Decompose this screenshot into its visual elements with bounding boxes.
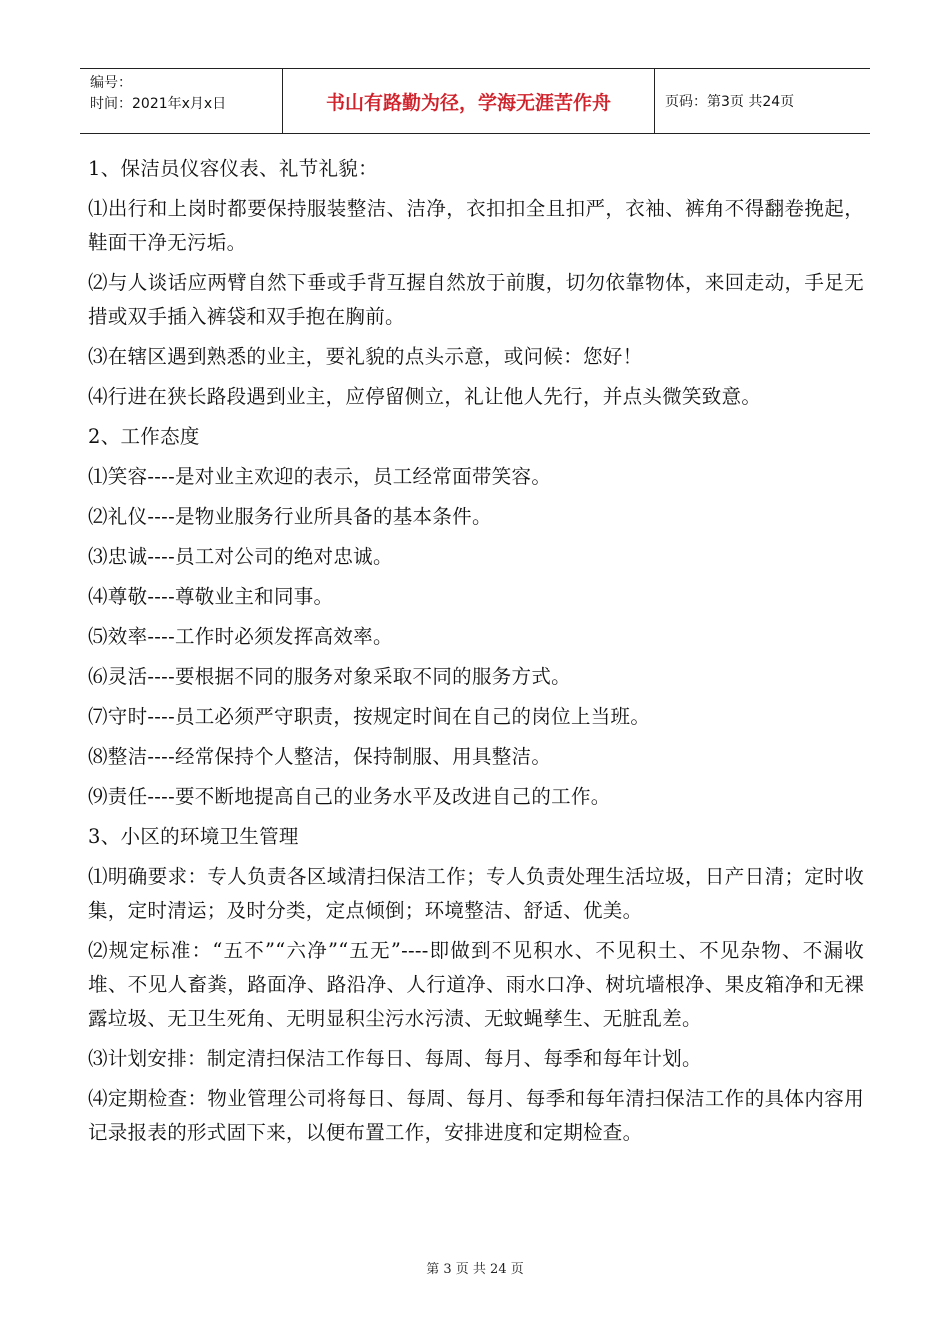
paragraph: ⑻整洁----经常保持个人整洁，保持制服、用具整洁。 [88, 745, 552, 768]
paragraph: ⑶在辖区遇到熟悉的业主，要礼貌的点头示意，或问候：您好！ [88, 345, 643, 368]
document-time-label: 时间：2021年x月x日 [90, 96, 227, 112]
paragraph: ⑴出行和上岗时都要保持服装整洁、洁净，衣扣扣全且扣严，衣袖、裤角不得翻卷挽起，鞋面干净无污垢。 [88, 197, 864, 254]
paragraph: ⑵与人谈话应两臂自然下垂或手背互握自然放于前腹，切勿依靠物体，来回走动，手足无措或双手插入裤袋和双手抱在胸前。 [88, 271, 864, 328]
paragraph: ⑺守时----员工必须严守职责，按规定时间在自己的岗位上当班。 [88, 705, 651, 728]
page-footer: 第 3 页 共 24 页 [426, 1262, 524, 1277]
paragraph: ⑵礼仪----是物业服务行业所具备的基本条件。 [88, 505, 492, 528]
paragraph: ⑷行进在狭长路段遇到业主，应停留侧立，礼让他人先行，并点头微笑致意。 [88, 385, 762, 408]
paragraph: ⑸效率----工作时必须发挥高效率。 [88, 625, 393, 648]
paragraph: ⑼责任----要不断地提高自己的业务水平及改进自己的工作。 [88, 785, 611, 808]
document-body [88, 152, 864, 1156]
section-heading: 2、工作态度 [88, 425, 200, 448]
paragraph: ⑷尊敬----尊敬业主和同事。 [88, 585, 334, 608]
header-meta [80, 69, 283, 133]
header-motto: 书山有路勤为径，学海无涯苦作舟 [283, 69, 655, 133]
paragraph: ⑹灵活----要根据不同的服务对象采取不同的服务方式。 [88, 665, 571, 688]
paragraph: ⑴笑容----是对业主欢迎的表示，员工经常面带笑容。 [88, 465, 552, 488]
paragraph: ⑶计划安排：制定清扫保洁工作每日、每周、每月、每季和每年计划。 [88, 1047, 702, 1070]
header-page-code: 页码：第3页 共24页 [665, 94, 795, 110]
paragraph: ⑴明确要求：专人负责各区域清扫保洁工作；专人负责处理生活垃圾，日产日清；定时收集，定时清运；及时分类，定点倾倒；环境整洁、舒适、优美。 [88, 865, 864, 922]
paragraph: 1、保洁员仪容仪表、礼节礼貌： [88, 157, 378, 180]
paragraph: ⑵规定标准：“五不”“六净”“五无”----即做到不见积水、不见积土、不见杂物、不漏收堆、不见人畜粪，路面净、路沿净、人行道净、雨水口净、树坑墙根净、果皮箱净和无裸露垃圾、无卫生死角、无明显积尘污水污渍、无蚊蝇孳生、无脏乱差。 [88, 939, 864, 1030]
page-header [80, 68, 870, 134]
paragraph: ⑶忠诚----员工对公司的绝对忠诚。 [88, 545, 393, 568]
paragraph: ⑷定期检查：物业管理公司将每日、每周、每月、每季和每年清扫保洁工作的具体内容用记录报表的形式固下来，以便布置工作，安排进度和定期检查。 [88, 1087, 864, 1144]
document-number-label: 编号： [90, 75, 132, 91]
section-heading: 3、小区的环境卫生管理 [88, 825, 299, 848]
